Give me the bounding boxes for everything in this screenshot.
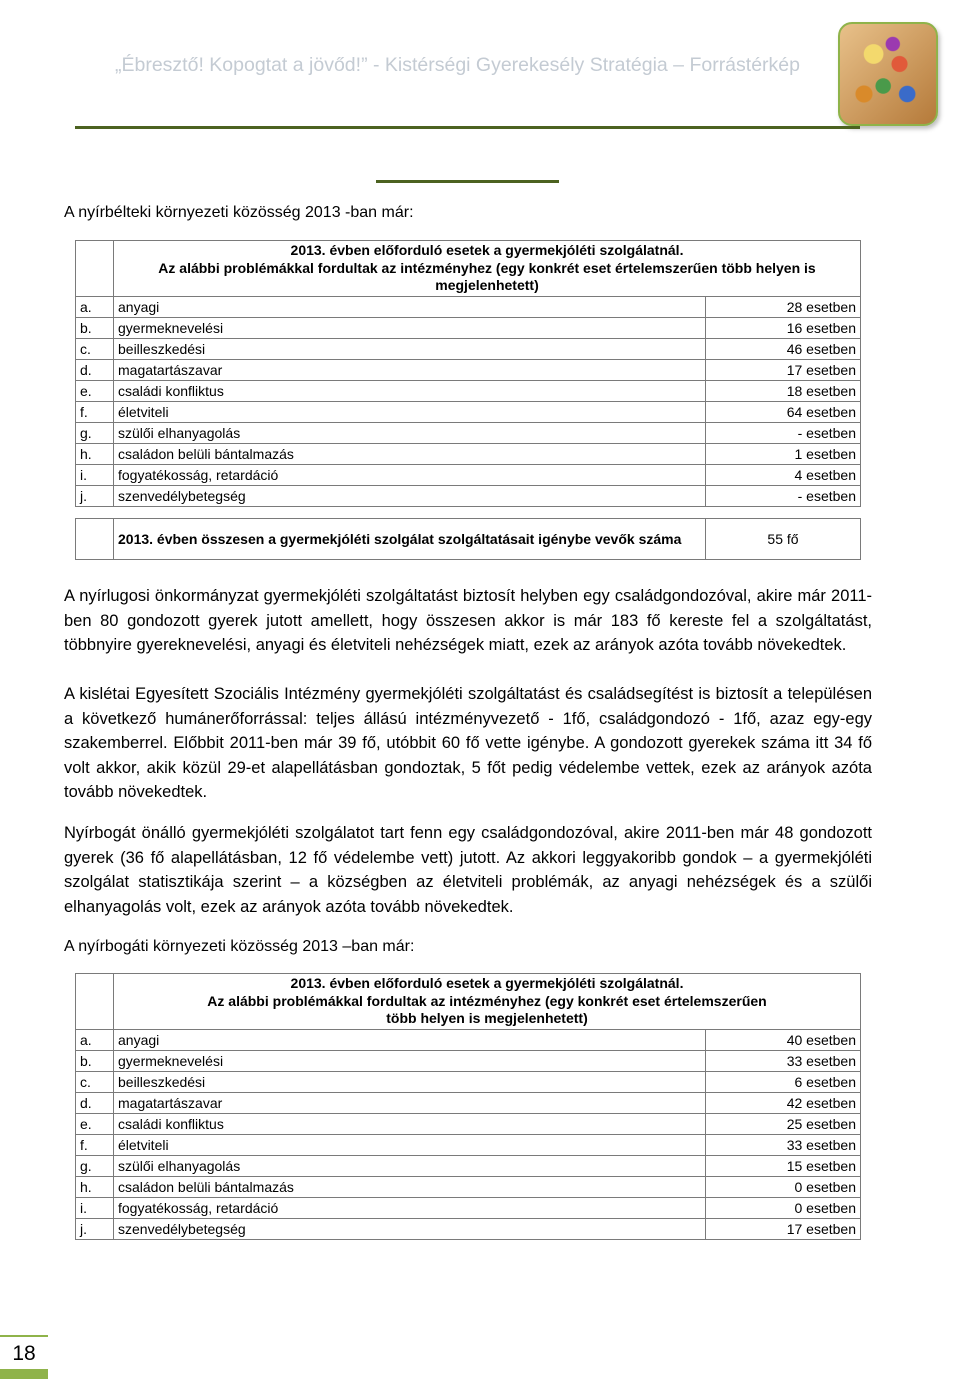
row-value: 42 esetben	[706, 1092, 861, 1113]
row-value: 46 esetben	[706, 338, 861, 359]
section1-summary-table	[75, 518, 861, 560]
page-number: 18	[0, 1335, 48, 1371]
table-row	[76, 296, 861, 317]
table-row	[76, 1134, 861, 1155]
row-value: 25 esetben	[706, 1113, 861, 1134]
table-row	[76, 422, 861, 443]
table-header-row	[76, 241, 861, 297]
table-row	[76, 1176, 861, 1197]
table-row	[76, 485, 861, 506]
table-header-line1: 2013. évben előforduló esetek a gyermekjóléti szolgálatnál.	[290, 975, 684, 991]
row-value: 64 esetben	[706, 401, 861, 422]
pencils-logo-image	[838, 22, 938, 126]
table-row	[76, 1197, 861, 1218]
row-name: fogyatékosság, retardáció	[114, 1197, 706, 1218]
section-divider	[376, 180, 559, 183]
table-row	[76, 359, 861, 380]
row-letter: i.	[76, 1197, 114, 1218]
table-header-line2: Az alábbi problémákkal fordultak az intézményhez (egy konkrét eset értelemszerűen	[207, 992, 767, 1009]
row-name: magatartászavar	[114, 1092, 706, 1113]
table-header-empty-cell	[76, 974, 114, 1030]
row-value: 18 esetben	[706, 380, 861, 401]
table-row	[76, 1218, 861, 1239]
row-letter: c.	[76, 338, 114, 359]
row-letter: f.	[76, 401, 114, 422]
row-value: 1 esetben	[706, 443, 861, 464]
summary-value: 55 fő	[706, 519, 861, 560]
row-name: szülői elhanyagolás	[114, 1155, 706, 1176]
row-name: családon belüli bántalmazás	[114, 1176, 706, 1197]
paragraph-nyirbogat: Nyírbogát önálló gyermekjóléti szolgálatot tart fenn egy családgondozóval, akire 2011-ben már 48 gondozott gyerek (36 fő alapellátásban, 12 fő védelembe vett) jutott. Az akkori leggyakoribb gondok – a gyermekjóléti szolgálat statisztikája szerint – a községben az életviteli problémák, az anyagi nehézségek és a szülői elhanyagolás volt, ezek az arányok azóta tovább növekedtek.	[64, 824, 872, 916]
summary-empty-cell	[76, 519, 114, 560]
row-letter: g.	[76, 422, 114, 443]
table-row	[76, 1155, 861, 1176]
row-name: gyermeknevelési	[114, 1050, 706, 1071]
page-number-bar	[0, 1369, 48, 1379]
row-value: 33 esetben	[706, 1050, 861, 1071]
row-value: 15 esetben	[706, 1155, 861, 1176]
row-letter: h.	[76, 1176, 114, 1197]
row-letter: i.	[76, 464, 114, 485]
row-letter: d.	[76, 1092, 114, 1113]
row-name: anyagi	[114, 1029, 706, 1050]
table-header-empty-cell	[76, 241, 114, 297]
header-title: „Ébresztő! Kopogtat a jövőd!” - Kistérségi Gyerekesély Stratégia – Forrástérkép	[115, 54, 800, 76]
table-row	[76, 1113, 861, 1134]
row-name: szenvedélybetegség	[114, 485, 706, 506]
row-name: fogyatékosság, retardáció	[114, 464, 706, 485]
row-letter: e.	[76, 1113, 114, 1134]
row-letter: j.	[76, 485, 114, 506]
row-letter: c.	[76, 1071, 114, 1092]
row-letter: b.	[76, 1050, 114, 1071]
row-value: 33 esetben	[706, 1134, 861, 1155]
table-header-line2: Az alábbi problémákkal fordultak az intézményhez (egy konkrét eset értelemszerűen több helyen is megjelenhetett)	[158, 259, 816, 293]
table-row	[76, 1092, 861, 1113]
section2-cases-table	[75, 973, 861, 1240]
summary-row	[76, 519, 861, 560]
section2-label: A nyírbogáti környezeti közösség 2013 –ban már:	[64, 938, 415, 955]
table-header-row	[76, 974, 861, 1030]
row-name: magatartászavar	[114, 359, 706, 380]
row-name: szenvedélybetegség	[114, 1218, 706, 1239]
row-name: beilleszkedési	[114, 338, 706, 359]
row-value: 17 esetben	[706, 359, 861, 380]
paragraph-kisleta: A kislétai Egyesített Szociális Intézmény gyermekjóléti szolgáltatást és családsegítést is biztosít a településen a következő humánerőforrással: teljes állású intézményvezető - 1fő, családgondozó - 1fő, azaz egy-egy szakemberrel. Előbbit 2011-ben már 39 fő, utóbbit 60 fő vette igénybe. A gondozott gyerekek száma itt 34 fő volt akkor, akik közül 29-et alapellátásban gondoztak, 5 főt pedig védelembe vettek, ezek az arányok azóta tovább növekedtek.	[64, 685, 872, 802]
row-letter: h.	[76, 443, 114, 464]
row-value: - esetben	[706, 485, 861, 506]
row-value: 4 esetben	[706, 464, 861, 485]
row-name: életviteli	[114, 401, 706, 422]
row-name: szülői elhanyagolás	[114, 422, 706, 443]
table-row	[76, 317, 861, 338]
row-value: 28 esetben	[706, 296, 861, 317]
row-letter: j.	[76, 1218, 114, 1239]
table-row	[76, 1029, 861, 1050]
section1-label: A nyírbélteki környezeti közösség 2013 -ban már:	[64, 204, 414, 221]
row-name: anyagi	[114, 296, 706, 317]
summary-label: 2013. évben összesen a gyermekjóléti szolgálat szolgáltatásait igénybe vevők száma	[114, 519, 706, 560]
table-row	[76, 401, 861, 422]
table-header-cell	[114, 974, 861, 1030]
row-name: családon belüli bántalmazás	[114, 443, 706, 464]
table-row	[76, 443, 861, 464]
table-header-line3: több helyen is megjelenhetett)	[386, 1010, 588, 1026]
row-letter: a.	[76, 1029, 114, 1050]
row-value: 40 esetben	[706, 1029, 861, 1050]
row-letter: e.	[76, 380, 114, 401]
row-name: beilleszkedési	[114, 1071, 706, 1092]
table-row	[76, 464, 861, 485]
row-letter: a.	[76, 296, 114, 317]
row-value: 16 esetben	[706, 317, 861, 338]
table-header-cell	[114, 241, 861, 297]
row-value: 0 esetben	[706, 1176, 861, 1197]
row-value: 0 esetben	[706, 1197, 861, 1218]
row-value: 17 esetben	[706, 1218, 861, 1239]
section1-cases-table	[75, 240, 861, 507]
row-name: gyermeknevelési	[114, 317, 706, 338]
table-row	[76, 1071, 861, 1092]
paragraph-nyirlugos: A nyírlugosi önkormányzat gyermekjóléti szolgáltatást biztosít helyben egy családgondozóval, akire már 2011-ben 80 gondozott gyerek jutott amellett, hogy összesen akkor is már 183 fő kereste fel a szolgáltatást, többnyire gyereknevelési, anyagi és életviteli nehézségek miatt, ezek az arányok azóta tovább növekedtek.	[64, 587, 872, 655]
row-value: 6 esetben	[706, 1071, 861, 1092]
row-name: életviteli	[114, 1134, 706, 1155]
table-header-line1: 2013. évben előforduló esetek a gyermekjóléti szolgálatnál.	[290, 242, 684, 258]
row-name: családi konfliktus	[114, 380, 706, 401]
row-value: - esetben	[706, 422, 861, 443]
header-divider	[75, 126, 860, 129]
row-letter: g.	[76, 1155, 114, 1176]
row-letter: f.	[76, 1134, 114, 1155]
row-name: családi konfliktus	[114, 1113, 706, 1134]
table-row	[76, 338, 861, 359]
table-row	[76, 1050, 861, 1071]
row-letter: b.	[76, 317, 114, 338]
row-letter: d.	[76, 359, 114, 380]
table-row	[76, 380, 861, 401]
